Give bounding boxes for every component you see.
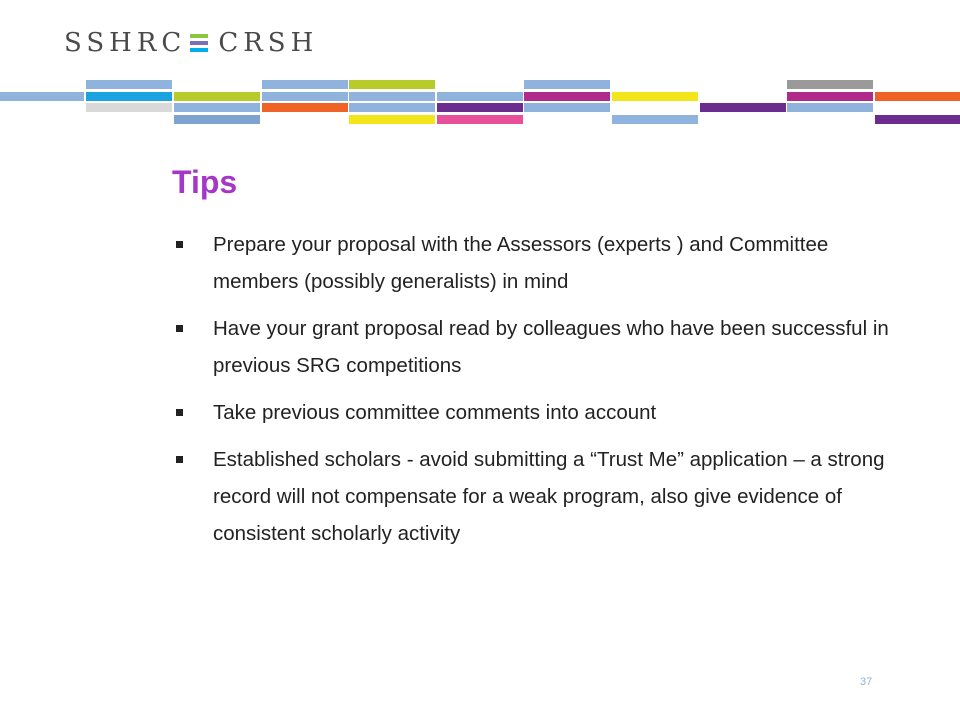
logo-text-crsh: CRSH (218, 28, 319, 58)
bullet-text: Take previous committee comments into account (213, 401, 657, 424)
square-bullet-icon (176, 409, 183, 416)
color-stripe (86, 92, 172, 101)
page-number: 37 (860, 676, 873, 688)
color-stripe (612, 92, 698, 101)
square-bullet-icon (176, 325, 183, 332)
color-stripe (787, 92, 873, 101)
color-stripe (700, 103, 786, 112)
bullet-item (172, 441, 892, 552)
bullet-item (172, 310, 892, 384)
color-stripe (262, 92, 348, 101)
color-stripe (524, 92, 610, 101)
color-stripe (612, 115, 698, 124)
color-stripe (262, 80, 348, 89)
bullet-item (172, 394, 892, 431)
bullet-text: Prepare your proposal with the Assessors (experts ) and Committee members (possibly generalists) in mind (213, 233, 829, 293)
color-stripe (524, 80, 610, 89)
bullet-item (172, 226, 892, 300)
color-stripe (86, 103, 172, 112)
color-stripe (349, 80, 435, 89)
square-bullet-icon (176, 241, 183, 248)
bullet-text: Have your grant proposal read by colleagues who have been successful in previous SRG competitions (213, 317, 889, 377)
color-stripe (787, 103, 873, 112)
color-stripe (787, 80, 873, 89)
color-stripe (349, 92, 435, 101)
bullet-text: Established scholars - avoid submitting a “Trust Me” application – a strong record will not compensate for a weak program, also give evidence of consistent scholarly activity (213, 448, 885, 545)
color-stripe (174, 103, 260, 112)
logo-text-sshrc: SSHRC (64, 28, 187, 58)
color-stripe (174, 92, 260, 101)
color-stripe (437, 92, 523, 101)
color-stripe (349, 115, 435, 124)
color-stripe (524, 103, 610, 112)
bullet-list (172, 226, 892, 562)
slide-title: Tips (172, 164, 238, 200)
square-bullet-icon (176, 456, 183, 463)
color-stripe (437, 115, 523, 124)
color-stripe (0, 92, 84, 101)
decorative-color-stripes (0, 0, 960, 130)
color-stripe (437, 103, 523, 112)
color-stripe (875, 115, 960, 124)
color-stripe (262, 103, 348, 112)
color-stripe (349, 103, 435, 112)
color-stripe (86, 80, 172, 89)
color-stripe (174, 115, 260, 124)
color-stripe (875, 92, 960, 101)
